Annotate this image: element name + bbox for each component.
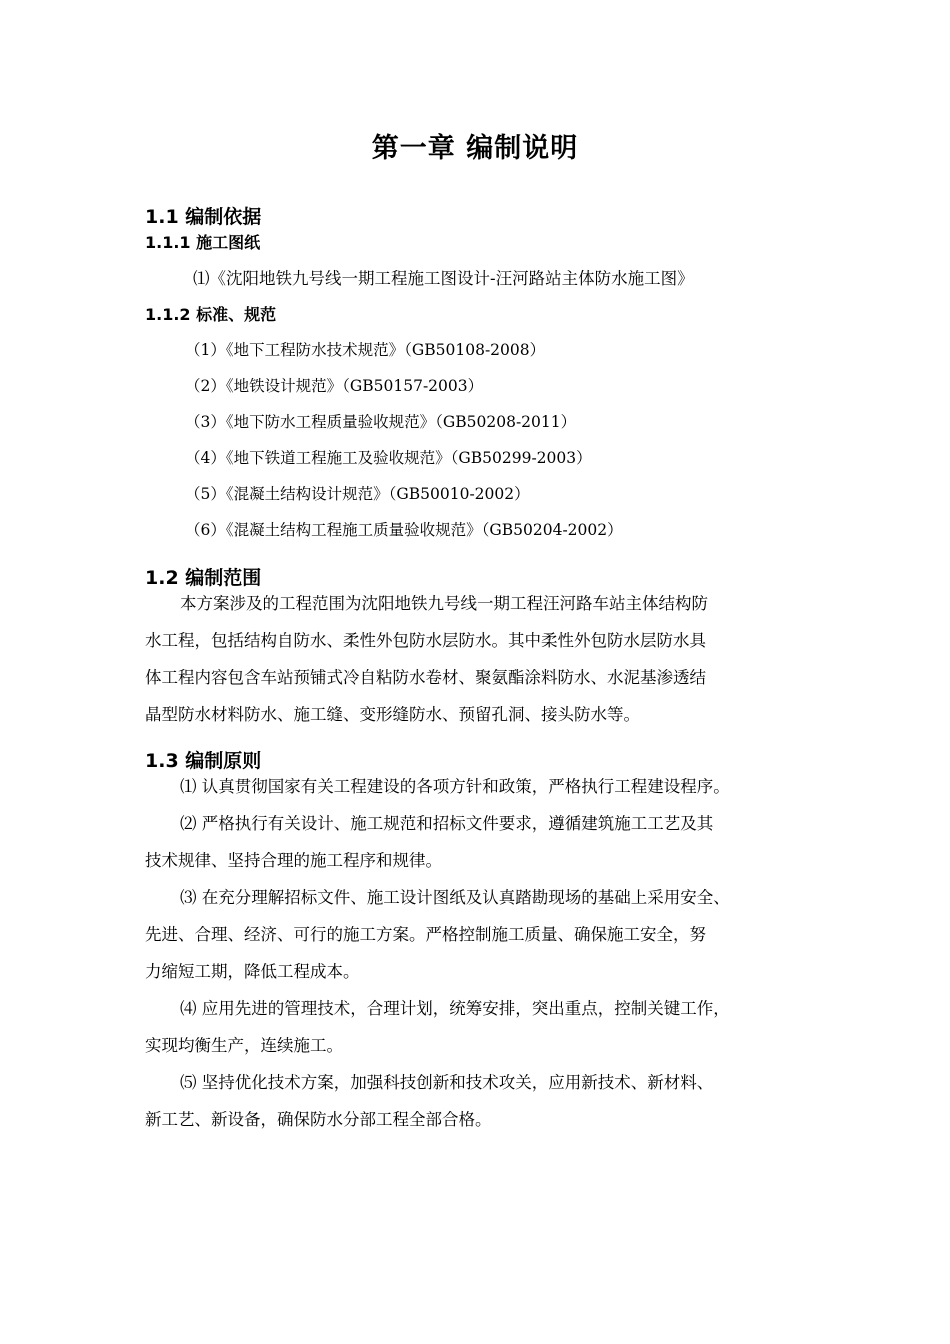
principle-line: ⑸ 坚持优化技术方案，加强科技创新和技术攻关，应用新技术、新材料、: [180, 1073, 714, 1092]
principle-line: 技术规律、坚持合理的施工程序和规律。: [145, 851, 442, 870]
paragraph-line: 体工程内容包含车站预铺式冷自粘防水卷材、聚氨酯涂料防水、水泥基渗透结: [145, 668, 706, 687]
paragraph-line: 晶型防水材料防水、施工缝、变形缝防水、预留孔洞、接头防水等。: [145, 705, 640, 724]
paragraph-line: 水工程，包括结构自防水、柔性外包防水层防水。其中柔性外包防水层防水具: [145, 631, 706, 650]
principle-line: 实现均衡生产，连续施工。: [145, 1036, 343, 1055]
section-heading-1-3: 1.3 编制原则: [145, 750, 262, 772]
principle-line: ⑷ 应用先进的管理技术，合理计划，统筹安排，突出重点，控制关键工作，: [180, 999, 730, 1018]
principle-line: 新工艺、新设备，确保防水分部工程全部合格。: [145, 1110, 492, 1129]
principle-line: ⑴ 认真贯彻国家有关工程建设的各项方针和政策，严格执行工程建设程序。: [180, 777, 730, 796]
standard-item: （6）《混凝土结构工程施工质量验收规范》（GB50204-2002）: [185, 521, 623, 539]
principle-line: ⑵ 严格执行有关设计、施工规范和招标文件要求，遵循建筑施工工艺及其: [180, 814, 714, 833]
principle-line: 先进、合理、经济、可行的施工方案。严格控制施工质量、确保施工安全，努: [145, 925, 706, 944]
principle-line: ⑶ 在充分理解招标文件、施工设计图纸及认真踏勘现场的基础上采用安全、: [180, 888, 730, 907]
standard-item: （5）《混凝土结构设计规范》（GB50010-2002）: [185, 485, 530, 503]
standard-item: （1）《地下工程防水技术规范》（GB50108-2008）: [185, 341, 546, 359]
subsection-heading-1-1-1: 1.1.1 施工图纸: [145, 233, 261, 252]
section-heading-1-1: 1.1 编制依据: [145, 206, 262, 228]
standard-item: （3）《地下防水工程质量验收规范》（GB50208-2011）: [185, 413, 577, 431]
standard-item: （4）《地下铁道工程施工及验收规范》（GB50299-2003）: [185, 449, 592, 467]
paragraph-line: 本方案涉及的工程范围为沈阳地铁九号线一期工程汪河路车站主体结构防: [180, 594, 708, 613]
section-heading-1-2: 1.2 编制范围: [145, 567, 262, 589]
chapter-title: 第一章 编制说明: [371, 133, 579, 164]
subsection-heading-1-1-2: 1.1.2 标准、规范: [145, 305, 277, 324]
standard-item: （2）《地铁设计规范》（GB50157-2003）: [185, 377, 484, 395]
drawing-reference: ⑴《沈阳地铁九号线一期工程施工图设计-汪河路站主体防水施工图》: [193, 269, 694, 288]
principle-line: 力缩短工期，降低工程成本。: [145, 962, 360, 981]
